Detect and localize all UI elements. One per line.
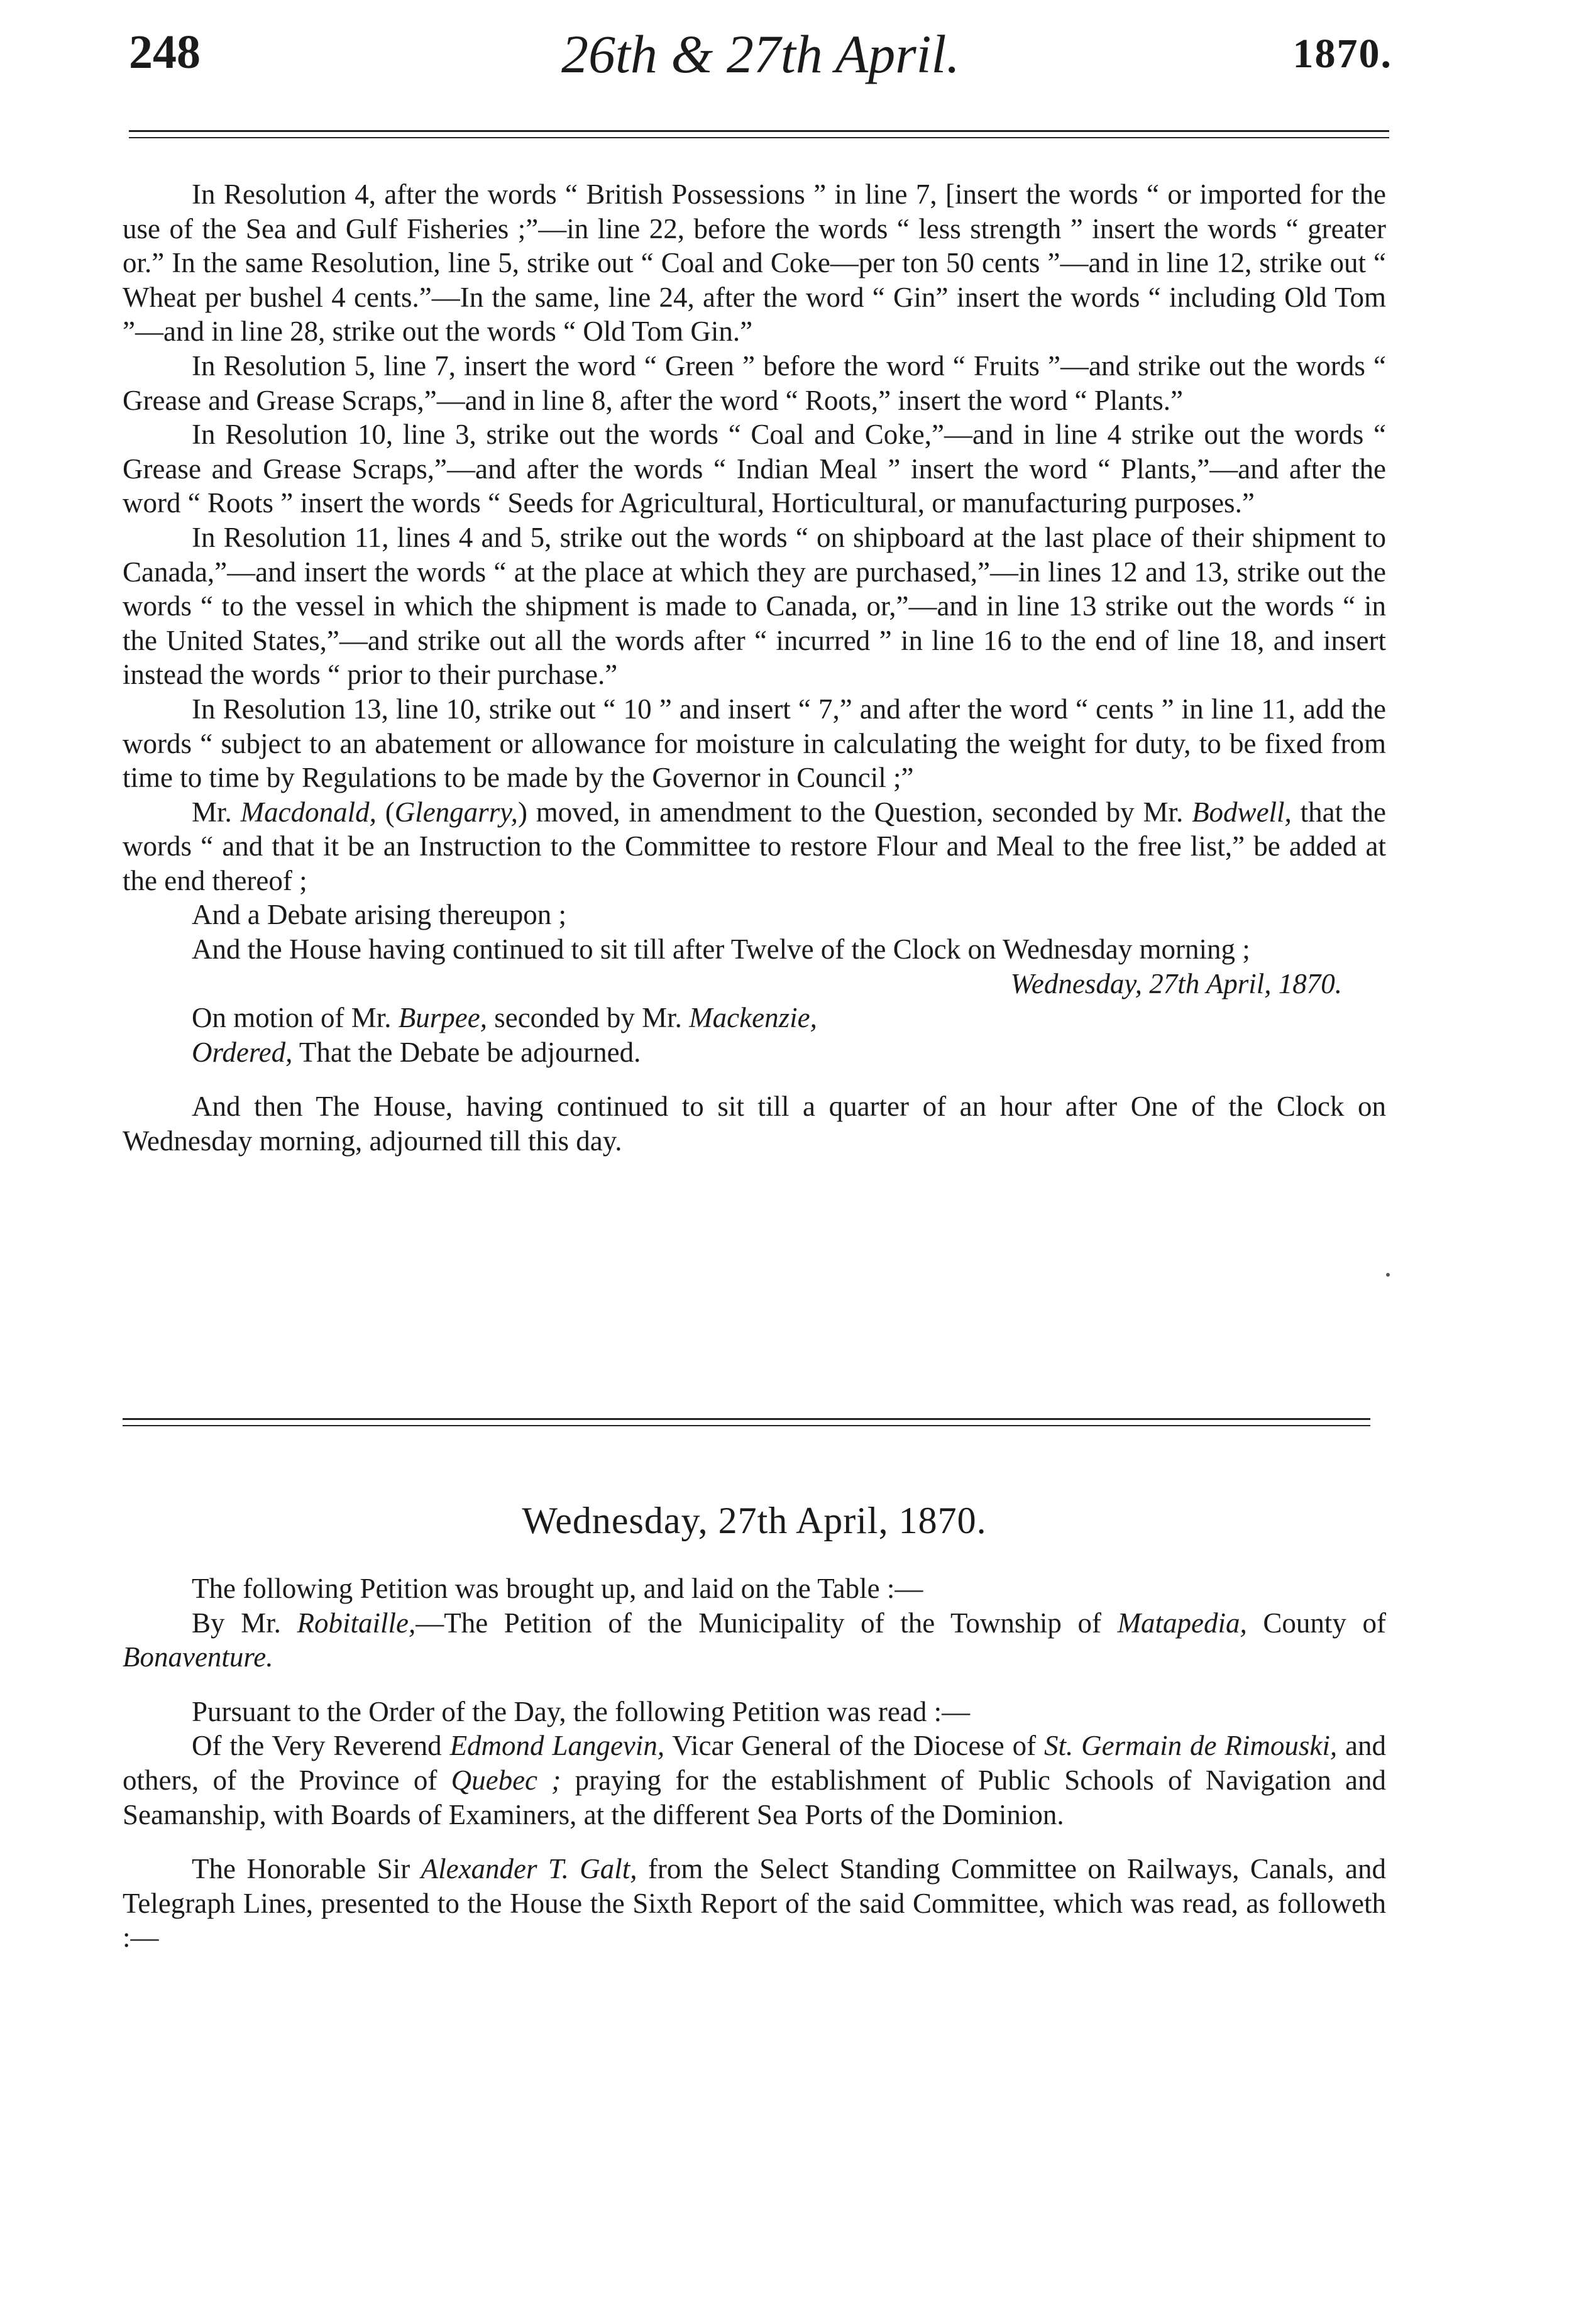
diocese-rimouski: St. Germain de Rimouski,	[1044, 1730, 1338, 1762]
motion-text-c: seconded by Mr.	[487, 1002, 690, 1034]
member-robitaille: Robitaille,	[297, 1607, 416, 1639]
resolution-5-paragraph: In Resolution 5, line 7, insert the word “ Green ” before the word “ Fruits ”—and strike out the words “ Grease and Grease Scraps,”—and in line 8, after the word “ Roots,” insert the word “ Plants.”	[123, 349, 1386, 416]
member-bodwell: Bodwell,	[1192, 796, 1292, 828]
day-heading: Wednesday, 27th April, 1870.	[522, 1500, 987, 1541]
order-of-day-paragraph: Pursuant to the Order of the Day, the following Petition was read :—	[192, 1695, 971, 1727]
province-quebec: Quebec ;	[451, 1764, 561, 1796]
motion-paragraph	[123, 1001, 1386, 1035]
ordered-label: Ordered,	[192, 1036, 293, 1068]
petition-text-e: County of	[1247, 1607, 1386, 1639]
amendment-text-c: (	[376, 796, 395, 828]
sitting-paragraph: And the House having continued to sit till after Twelve of the Clock on Wednesday morning ;	[192, 933, 1250, 966]
debate-paragraph: And a Debate arising thereupon ;	[192, 899, 567, 931]
ordered-text: That the Debate be adjourned.	[292, 1036, 641, 1068]
dateline: Wednesday, 27th April, 1870.	[1010, 967, 1342, 999]
adjournment-paragraph: And then The House, having continued to sit till a quarter of an hour after One of the Clock on Wednesday morning, adjourned till this day.	[123, 1091, 1386, 1157]
margin-mark	[1386, 1273, 1390, 1277]
member-mackenzie: Mackenzie,	[689, 1002, 817, 1034]
proceedings-block	[123, 177, 1386, 1158]
page-title: 26th & 27th April.	[561, 24, 960, 84]
langevin-text-c: Vicar General of the Diocese of	[664, 1730, 1045, 1762]
report-text-a: The Honorable Sir	[192, 1853, 421, 1885]
page-header	[129, 25, 1392, 94]
township-matapedia: Matapedia,	[1117, 1607, 1247, 1639]
header-rule-top	[129, 130, 1389, 132]
langevin-text-e: and others, of the Province of	[123, 1730, 1386, 1796]
resolution-4-paragraph: In Resolution 4, after the words “ British Possessions ” in line 7, [insert the words “ or imported for the use of the Sea and Gulf Fisheries ;”—in line 22, before the words “ less strength ” insert the words “ greater or.” In the same Resolution, line 5, strike out “ Coal and Coke—per ton 50 cents ”—and in line 12, strike out “ Wheat per bushel 4 cents.”—In the same, line 24, after the word “ Gin” insert the words “ including Old Tom ”—and in line 28, strike out the words “ Old Tom Gin.”	[123, 179, 1386, 348]
petition-text-c: —The Petition of the Municipality of the Township of	[416, 1607, 1118, 1639]
committee-report-paragraph	[123, 1852, 1386, 1955]
amendment-text-e: ) moved, in amendment to the Question, seconded by Mr.	[517, 796, 1192, 828]
amendment-paragraph	[123, 795, 1386, 898]
langevin-text-a: Of the Very Reverend	[192, 1730, 450, 1762]
page-year: 1870.	[1292, 31, 1392, 77]
day-proceedings-block	[123, 1571, 1386, 1955]
member-macdonald: Macdonald,	[240, 796, 377, 828]
section-rule-bottom	[123, 1425, 1370, 1426]
resolution-13-paragraph: In Resolution 13, line 10, strike out “ 10 ” and insert “ 7,” and after the word “ cents ” in line 11, add the words “ subject to an abatement or allowance for moisture in calculating the weight for duty, to be fixed from time to time by Regulations to be made by the Governor in Council ;”	[123, 693, 1386, 794]
petition-robitaille	[123, 1606, 1386, 1675]
ordered-paragraph	[123, 1035, 1386, 1070]
member-galt: Alexander T. Galt,	[421, 1853, 637, 1885]
langevin-text-g: praying for the establishment of Public Schools of Navigation and Seamanship, with Boards of Examiners, at the different Sea Ports of the Dominion.	[123, 1764, 1386, 1830]
motion-text-a: On motion of Mr.	[192, 1002, 399, 1034]
petition-text-a: By Mr.	[192, 1607, 297, 1639]
header-rule-bottom	[129, 137, 1389, 138]
member-burpee: Burpee,	[398, 1002, 487, 1034]
amendment-text-g: that the words “ and that it be an Instruction to the Committee to restore Flour and Meal to the free list,” be added at the end thereof ;	[123, 796, 1386, 896]
petition-intro: The following Petition was brought up, and laid on the Table :—	[192, 1573, 923, 1604]
page-number: 248	[129, 26, 201, 79]
riding-glengarry: Glengarry,	[394, 796, 518, 828]
name-edmond-langevin: Edmond Langevin,	[449, 1730, 665, 1762]
county-bonaventure: Bonaventure.	[123, 1641, 273, 1673]
resolution-10-paragraph: In Resolution 10, line 3, strike out the words “ Coal and Coke,”—and in line 4 strike out the words “ Grease and Grease Scraps,”—and after the words “ Indian Meal ” insert the word “ Plants,”—and after the word “ Roots ” insert the words “ Seeds for Agricultural, Horticultural, or manufacturing purposes.”	[123, 419, 1386, 519]
section-rule-top	[123, 1418, 1370, 1420]
petition-langevin	[123, 1729, 1386, 1832]
amendment-text-a: Mr.	[192, 796, 241, 828]
resolution-11-paragraph: In Resolution 11, lines 4 and 5, strike out the words “ on shipboard at the last place of their shipment to Canada,”—and insert the words “ at the place at which they are purchased,”—in lines 12 and 13, strike out the words “ to the vessel in which the shipment is made to Canada, or,”—and in line 13 strike out the words “ in the United States,”—and strike out all the words after “ incurred ” in line 16 to the end of line 18, and insert instead the words “ prior to their purchase.”	[123, 521, 1386, 691]
report-text-c: from the Select Standing Committee on Railways, Canals, and Telegraph Lines, presented to the House the Sixth Report of the said Committee, which was read, as followeth :—	[123, 1853, 1386, 1954]
